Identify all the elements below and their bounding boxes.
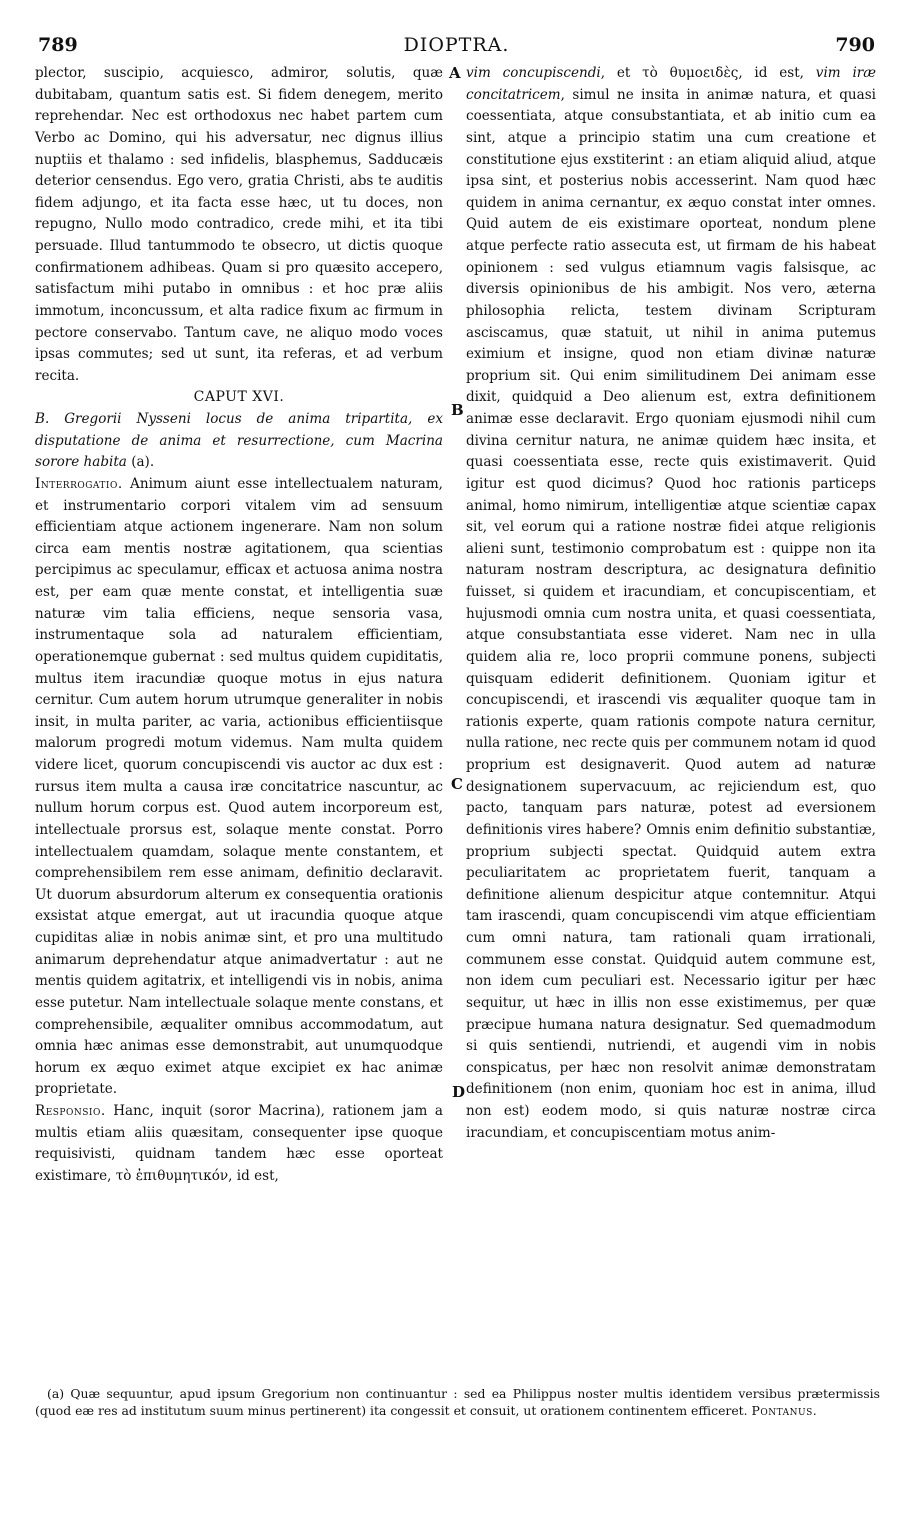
paragraph-interrogatio <box>35 474 443 1101</box>
greek-term-2: τὸ θυμοειδὲς <box>642 65 739 81</box>
margin-letter-b: B <box>451 401 464 419</box>
margin-letter-d: D <box>452 1083 466 1101</box>
paragraph-responsio <box>35 1101 443 1188</box>
running-title: DIOPTRA. <box>403 34 510 56</box>
interrogatio-text: Animum aiunt esse intellectualem naturam, et instrumentario corpori vitalem vim ad sensuum efficientiam atque actionem ingenerare. Nam non solum circa eam mentis nostræ agitationem, qua scientias percipimus ac speculamur, efficax et actuosa anima nostra est, per eam quæ mente constat, et intelligentia suæ naturæ vim talia efficiens, neque sensoria vasa, instrumentaque sola ad naturalem efficientiam, operationemque gubernat : sed multus quidem cupiditatis, multus item iracundiæ quoque motus in ejus natura cernitur. Cum autem horum utrumque generaliter in nobis insit, in multa pariter, ac varia, actionibus efficientiisque malorum progredi motum videmus. Nam multa quidem videre licet, quorum concupiscendi vis auctor ac dux est : rursus item multa a causa iræ concitatrice nascuntur, ac nullum horum corpus est. Quod autem incorporeum est, intellectuale prorsus est, solaque mente constat. Porro intellectualem quamdam, solaque mente constantem, et comprehensibilem rem esse animam, definitio declaravit. Ut duorum absurdorum alterum ex consequentia orationis exsistat atque emergat, aut ut iracundia quoque atque cupiditas aliæ in nobis animæ sint, et pro una multitudo animarum deprehendatur atque animadvertatur : aut ne mentis quidem agitatrix, et intelligendi vis in nobis, anima esse putetur. Nam intellectuale solaque mente constans, et comprehensibile, æqualiter omnibus accommodatum, aut omnia hæc animas esse demonstrabit, aut unumquodque horum ex æquo eximet atque excipiet ex hac animæ proprietate. <box>35 475 443 1098</box>
footnote-body: (a) Quæ sequuntur, apud ipsum Gregorium non continuantur : sed ea Philippus noster multis identidem versibus prætermissis (quod eæ res ad institutum suum minus pertinerent) ita congessit et consuit, ut orationem continentem efficeret. <box>35 1386 880 1418</box>
right-column <box>466 63 876 1144</box>
italic-phrase-2: vim iræ concitatricem <box>466 65 876 103</box>
interrogatio-label: Interrogatio. <box>35 475 123 492</box>
paragraph-continuation <box>466 63 876 1144</box>
left-column <box>35 63 443 1188</box>
margin-letter-a: A <box>449 64 461 82</box>
paragraph-opening: plector, suscipio, acquiesco, admiror, solutis, quæ dubitabam, quantum satis est. Si fidem denegem, merito reprehendar. Nec est orthodoxus nec habet partem cum Verbo ac Domino, qui his adversatur, nec dignus illius nuptiis et thalamo : sed infidelis, blasphemus, Sadducæis deterior censendus. Ego vero, gratia Christi, abs te auditis fidem adjungo, et ita facta esse hæc, ut tu doces, non repugno, Nullo modo contradico, crede mihi, et ita tibi persuade. Illud tantummodo te obsecro, ut dictis quoque confirmationem adhibeas. Quam si pro quæsito accepero, satisfactum mihi putabo in omnibus : et hoc præ aliis immotum, inconcussum, et alta radice fixum ac firmum in pectore conservabo. Tantum cave, ne aliquo modo voces ipsas commutes; sed ut sunt, ita referas, et ad verbum recita. <box>35 65 443 384</box>
text-segment-2: , id est, <box>738 65 816 81</box>
footnote-ref: (a). <box>131 454 155 471</box>
page-number-right: 790 <box>835 34 875 56</box>
text-segment-3: , simul ne insita in animæ natura, et quasi coessentiata, atque consubstantiata, et ab initio cum ea sint, atque a principio statim una cum creatione et constitutione ejus exstiterint : an etiam aliquid aliud, atque ipsa sint, et posterius nobis accesserint. Nam quod hæc quidem in anima cernantur, ex æquo constat inter omnes. Quid autem de eis existimare oporteat, nondum plene atque perfecte ratio assecuta est, ut firmam de his habeat opinionem : sed vulgus etiamnum vagis falsisque, ac diversis opinionibus de his ambigit. Nos vero, æterna philosophia relicta, testem divinam Scripturam asciscamus, quæ statuit, ut nihil in anima putemus eximium et insigne, quod non etiam divinæ naturæ proprium sit. Qui enim similitudinem Dei animam esse dixit, quidquid a Deo alienum est, extra definitionem animæ esse declaravit. Ergo quoniam ejusmodi nihil cum divina cernitur natura, ne animæ quidem hæc insita, et quasi coessentiata esse, recte quis existimaverit. Quid igitur est quod dicimus? Quod hoc rationis particeps animal, homo nimirum, intelligentiæ atque scientiæ capax sit, vel eorum qui a ratione nostræ fidei atque religionis alieni sunt, testimonio comprobatum est : quippe non ita naturam nostram descriptura, ac designatura definitio fuisset, si quidem et iracundiam, et concupiscentiam, et hujusmodi omnia cum nostra unita, et quasi coessentiata, atque consubstantiata esse videret. Nam nec in ulla quidem alia re, loco proprii commune ponens, subjecti quisquam ediderit definitionem. Quoniam igitur et concupiscendi, et irascendi vis æqualiter quoque tam in rationis experte, quam rationis compote natura cernitur, nulla ratione, nec recte quis per communem notam id quod proprium est designaverit. Quod autem ad naturæ designationem supervacuum, ac rejiciendum est, quo pacto, tanquam pars naturæ, potest ad eversionem definitionis vires habere? Omnis enim definitio substantiæ, proprium subjecti spectat. Quidquid autem extra peculiaritatem ac proprietatem fuerit, tanquam a definitione alienum despicitur atque contemnitur. Atqui tam irascendi, quam concupiscendi vim atque efficientiam cum omni natura, tam rationali quam irrationali, communem esse constat. Quidquid autem commune est, non idem cum peculiari est. Necessario igitur per hæc sequitur, ut hæc in illis non esse existimemus, per quæ præcipue humana natura designatur. Sed quemadmodum si quis sentiendi, nutriendi, et augendi vim in nobis conspicatus, per hæc non resolvit animæ demonstratam definitionem (non enim, quoniam hoc est in anima, illud non est) eodem modo, si quis naturæ nostræ circa iracundiam, et concupiscentiam motus anim- <box>466 86 876 1141</box>
footnote-signature: Pontanus. <box>751 1403 818 1418</box>
italic-phrase-1: vim concupiscendi <box>466 65 601 81</box>
summary-text: B. Gregorii Nysseni locus de anima tripartita, ex disputatione de anima et resurrectione, cum Macrina sorore habita <box>35 411 443 471</box>
responsio-tail: , id est, <box>228 1167 279 1184</box>
responsio-text: Hanc, inquit (soror Macrina), rationem jam a multis etiam aliis quæsitam, consequenter ipse quoque requisivisti, quidnam tandem hæc esse oporteat existimare, <box>35 1103 443 1184</box>
footnote <box>35 1385 880 1419</box>
responsio-label: Responsio. <box>35 1103 106 1119</box>
margin-letter-c: C <box>451 775 463 793</box>
footnote-text <box>35 1385 880 1419</box>
page-number-left: 789 <box>38 34 78 56</box>
greek-term-1: τὸ ἐπιθυμητικόν <box>115 1167 229 1184</box>
chapter-heading: CAPUT XVI. <box>193 389 285 406</box>
running-header <box>34 34 879 58</box>
text-segment-1: , et <box>600 65 643 81</box>
chapter-summary <box>35 409 443 474</box>
